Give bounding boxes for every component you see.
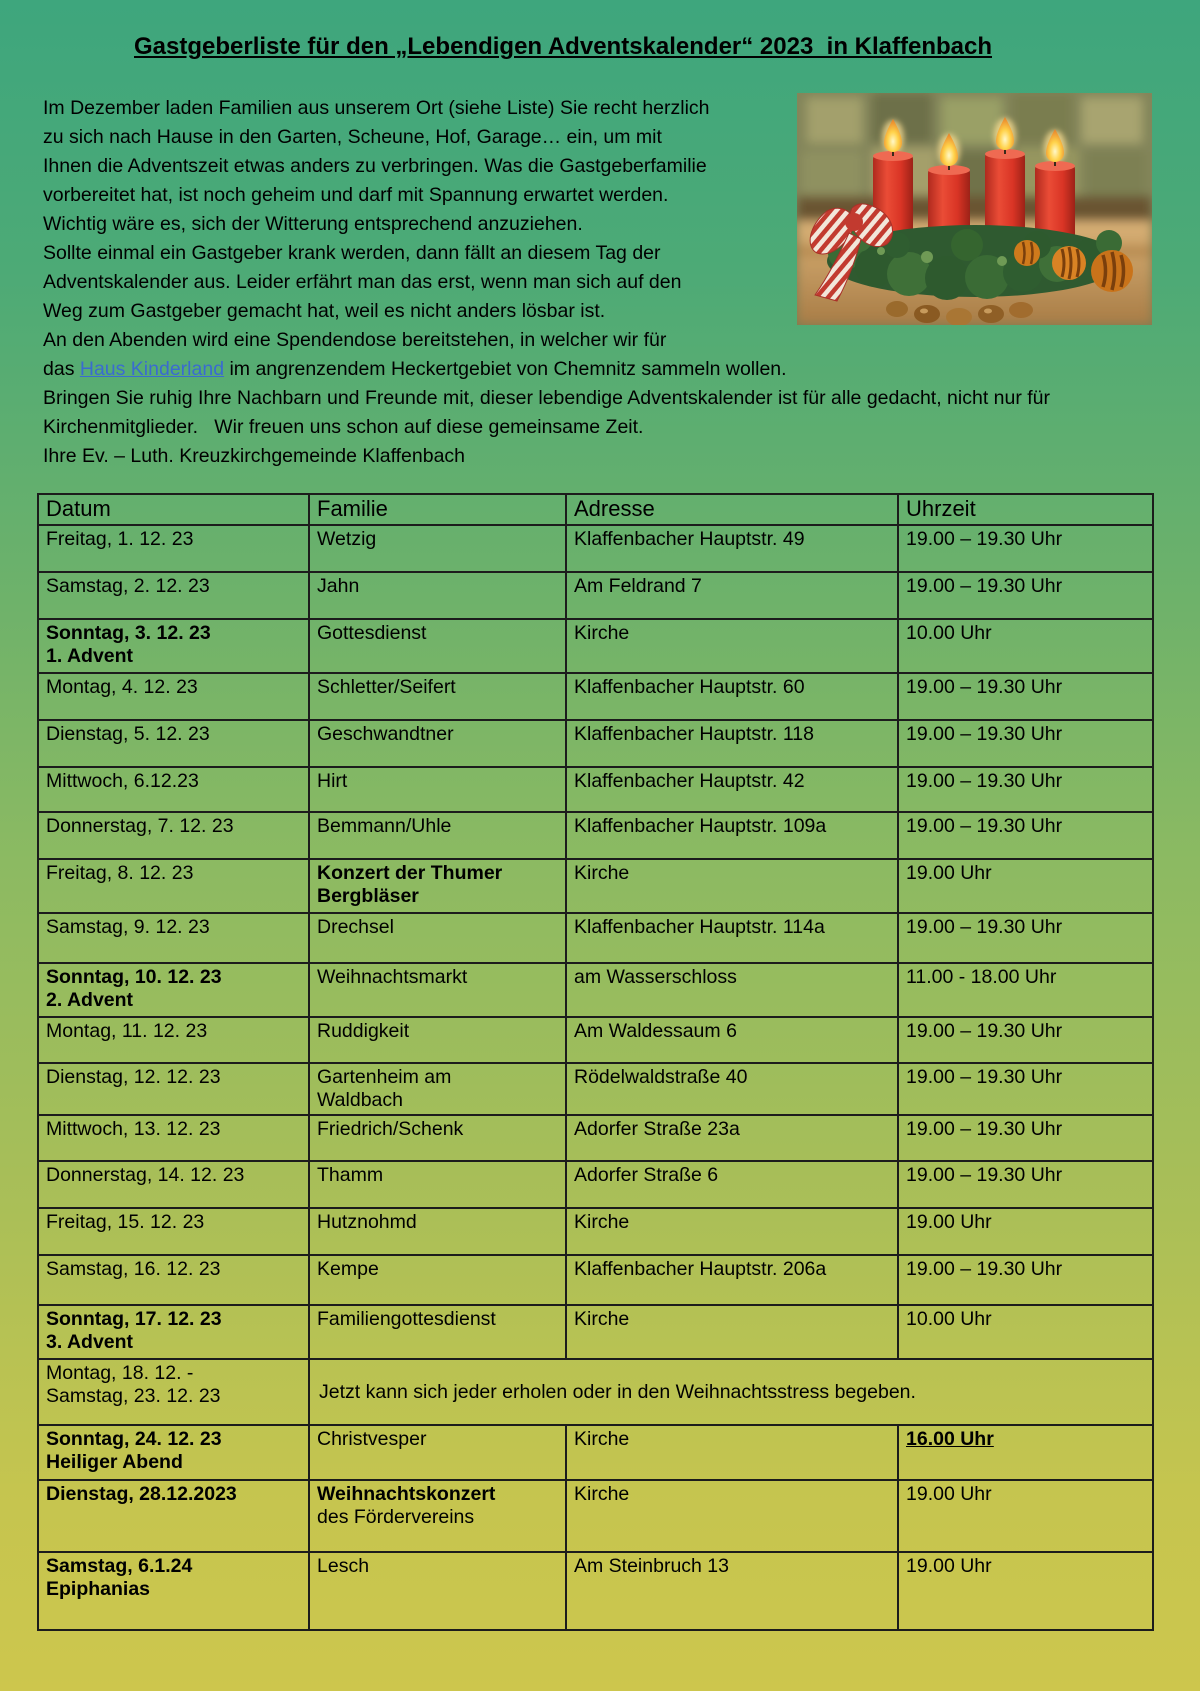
uhrzeit-value: 19.00 – 19.30 Uhr: [906, 1164, 1063, 1186]
cell-adresse: Klaffenbacher Hauptstr. 114a: [566, 913, 898, 963]
cell-datum: Sonntag, 17. 12. 23 3. Advent: [38, 1305, 309, 1359]
cell-uhrzeit: [898, 1208, 1153, 1255]
cell-uhrzeit: [898, 572, 1153, 619]
table-row: [38, 1480, 1153, 1552]
uhrzeit-value: 19.00 – 19.30 Uhr: [906, 528, 1063, 550]
cell-familie: Weihnachtsmarkt: [309, 963, 566, 1017]
cell-adresse: Rödelwaldstraße 40: [566, 1063, 898, 1115]
table-row: [38, 619, 1153, 673]
cell-adresse: Am Waldessaum 6: [566, 1017, 898, 1063]
cell-datum: Sonntag, 3. 12. 23 1. Advent: [38, 619, 309, 673]
cell-uhrzeit: [898, 1255, 1153, 1305]
uhrzeit-value: 10.00 Uhr: [906, 1308, 992, 1330]
intro-line: Ihnen die Adventszeit etwas anders zu verbringen. Was die Gastgeberfamilie: [43, 155, 707, 177]
table-row: [38, 673, 1153, 720]
cell-datum: Samstag, 16. 12. 23: [38, 1255, 309, 1305]
advent-wreath-photo: [797, 93, 1152, 325]
cell-uhrzeit: [898, 767, 1153, 812]
cell-uhrzeit: [898, 913, 1153, 963]
cell-datum: Montag, 18. 12. - Samstag, 23. 12. 23: [38, 1359, 309, 1425]
cell-uhrzeit: [898, 673, 1153, 720]
cell-adresse: Adorfer Straße 6: [566, 1161, 898, 1208]
table-row: [38, 913, 1153, 963]
table-row: [38, 1208, 1153, 1255]
cell-familie: Christvesper: [309, 1425, 566, 1480]
uhrzeit-value: 19.00 – 19.30 Uhr: [906, 815, 1063, 837]
intro-text-suffix: im angrenzendem Heckertgebiet von Chemnitz sammeln wollen.: [224, 358, 787, 380]
cell-adresse: Am Steinbruch 13: [566, 1552, 898, 1630]
cell-adresse: Kirche: [566, 859, 898, 913]
table-row: [38, 1359, 1153, 1425]
uhrzeit-value: 19.00 – 19.30 Uhr: [906, 1020, 1063, 1042]
cell-uhrzeit: [898, 1063, 1153, 1115]
cell-familie: Lesch: [309, 1552, 566, 1630]
uhrzeit-value: 19.00 Uhr: [906, 862, 992, 884]
cell-adresse: am Wasserschloss: [566, 963, 898, 1017]
cell-familie: Jahn: [309, 572, 566, 619]
table-row: [38, 1161, 1153, 1208]
intro-line: Kirchenmitglieder. Wir freuen uns schon auf diese gemeinsame Zeit.: [43, 416, 644, 438]
uhrzeit-value: 19.00 Uhr: [906, 1211, 992, 1233]
uhrzeit-value: 19.00 Uhr: [906, 1555, 992, 1577]
intro-line: zu sich nach Hause in den Garten, Scheune, Hof, Garage… ein, um mit: [43, 126, 662, 148]
intro-line: Sollte einmal ein Gastgeber krank werden, dann fällt an diesem Tag der: [43, 242, 661, 264]
cell-adresse: Klaffenbacher Hauptstr. 60: [566, 673, 898, 720]
cell-adresse: Kirche: [566, 1305, 898, 1359]
uhrzeit-value: 10.00 Uhr: [906, 622, 992, 644]
cell-familie: Weihnachtskonzert des Fördervereins: [309, 1480, 566, 1552]
cell-adresse: Kirche: [566, 619, 898, 673]
cell-rest-note: Jetzt kann sich jeder erholen oder in den Weihnachtsstress begeben.: [309, 1359, 1153, 1425]
cell-uhrzeit: [898, 1552, 1153, 1630]
table-row: [38, 1552, 1153, 1630]
cell-uhrzeit: [898, 1305, 1153, 1359]
table-header-row: [38, 494, 1153, 525]
header-datum: Datum: [38, 494, 309, 525]
header-adresse: Adresse: [566, 494, 898, 525]
cell-adresse: Klaffenbacher Hauptstr. 206a: [566, 1255, 898, 1305]
cell-familie: Hutznohmd: [309, 1208, 566, 1255]
uhrzeit-value: 16.00 Uhr: [906, 1428, 994, 1450]
page-title: Gastgeberliste für den „Lebendigen Adventskalender“ 2023 in Klaffenbach: [134, 33, 992, 60]
intro-line: vorbereitet hat, ist noch geheim und darf mit Spannung erwartet werden.: [43, 184, 669, 206]
intro-line: Im Dezember laden Familien aus unserem Ort (siehe Liste) Sie recht herzlich: [43, 97, 710, 119]
cell-uhrzeit: [898, 1115, 1153, 1161]
cell-adresse: Klaffenbacher Hauptstr. 118: [566, 720, 898, 767]
cell-adresse: Klaffenbacher Hauptstr. 42: [566, 767, 898, 812]
uhrzeit-value: 19.00 – 19.30 Uhr: [906, 916, 1063, 938]
cell-uhrzeit: [898, 720, 1153, 767]
cell-familie: Bemmann/Uhle: [309, 812, 566, 859]
table-row: [38, 1305, 1153, 1359]
intro-line: Adventskalender aus. Leider erfährt man das erst, wenn man sich auf den: [43, 271, 682, 293]
intro-text-prefix: das: [43, 358, 80, 380]
header-uhrzeit: Uhrzeit: [898, 494, 1153, 525]
cell-uhrzeit: [898, 1425, 1153, 1480]
cell-datum: Sonntag, 24. 12. 23 Heiliger Abend: [38, 1425, 309, 1480]
table-row: [38, 572, 1153, 619]
cell-uhrzeit: [898, 525, 1153, 572]
cell-datum: Freitag, 1. 12. 23: [38, 525, 309, 572]
table-row: [38, 525, 1153, 572]
cell-familie: Drechsel: [309, 913, 566, 963]
cell-datum: Montag, 11. 12. 23: [38, 1017, 309, 1063]
cell-adresse: Klaffenbacher Hauptstr. 109a: [566, 812, 898, 859]
cell-datum: Freitag, 15. 12. 23: [38, 1208, 309, 1255]
intro-line: Bringen Sie ruhig Ihre Nachbarn und Freunde mit, dieser lebendige Adventskalender ist für alle gedacht, nicht nur für: [43, 387, 1051, 409]
uhrzeit-value: 19.00 Uhr: [906, 1483, 992, 1505]
table-row: [38, 859, 1153, 913]
header-familie: Familie: [309, 494, 566, 525]
haus-kinderland-link[interactable]: Haus Kinderland: [79, 358, 225, 380]
cell-datum: Mittwoch, 6.12.23: [38, 767, 309, 812]
intro-line: Wichtig wäre es, sich der Witterung entsprechend anzuziehen.: [43, 213, 583, 235]
cell-datum: Samstag, 9. 12. 23: [38, 913, 309, 963]
advent-schedule-table: [37, 493, 1154, 1631]
cell-uhrzeit: [898, 1480, 1153, 1552]
uhrzeit-value: 19.00 – 19.30 Uhr: [906, 1066, 1063, 1088]
cell-uhrzeit: [898, 1017, 1153, 1063]
cell-datum: Dienstag, 5. 12. 23: [38, 720, 309, 767]
cell-uhrzeit: [898, 963, 1153, 1017]
uhrzeit-value: 11.00 - 18.00 Uhr: [906, 966, 1057, 988]
cell-familie: Thamm: [309, 1161, 566, 1208]
cell-datum: Dienstag, 28.12.2023: [38, 1480, 309, 1552]
uhrzeit-value: 19.00 – 19.30 Uhr: [906, 575, 1063, 597]
cell-uhrzeit: [898, 812, 1153, 859]
intro-lines-after-link: [43, 384, 1178, 471]
cell-adresse: Kirche: [566, 1480, 898, 1552]
cell-datum: Freitag, 8. 12. 23: [38, 859, 309, 913]
cell-datum: Samstag, 2. 12. 23: [38, 572, 309, 619]
table-row: [38, 1115, 1153, 1161]
cell-uhrzeit: [898, 1161, 1153, 1208]
table-row: [38, 1017, 1153, 1063]
cell-datum: Montag, 4. 12. 23: [38, 673, 309, 720]
cell-familie: Schletter/Seifert: [309, 673, 566, 720]
cell-familie: Hirt: [309, 767, 566, 812]
table-row: [38, 1255, 1153, 1305]
cell-datum: Sonntag, 10. 12. 23 2. Advent: [38, 963, 309, 1017]
cell-datum: Donnerstag, 7. 12. 23: [38, 812, 309, 859]
cell-familie: Kempe: [309, 1255, 566, 1305]
table-row: [38, 720, 1153, 767]
cell-adresse: Klaffenbacher Hauptstr. 49: [566, 525, 898, 572]
cell-familie: Gottesdienst: [309, 619, 566, 673]
cell-familie: Geschwandtner: [309, 720, 566, 767]
cell-familie: Familiengottesdienst: [309, 1305, 566, 1359]
table-row: [38, 812, 1153, 859]
cell-uhrzeit: [898, 859, 1153, 913]
cell-datum: Dienstag, 12. 12. 23: [38, 1063, 309, 1115]
uhrzeit-value: 19.00 – 19.30 Uhr: [906, 1258, 1063, 1280]
cell-familie: Wetzig: [309, 525, 566, 572]
cell-adresse: Adorfer Straße 23a: [566, 1115, 898, 1161]
uhrzeit-value: 19.00 – 19.30 Uhr: [906, 723, 1063, 745]
cell-datum: Samstag, 6.1.24 Epiphanias: [38, 1552, 309, 1630]
cell-uhrzeit: [898, 619, 1153, 673]
intro-line: An den Abenden wird eine Spendendose bereitstehen, in welcher wir für: [43, 329, 667, 351]
table-row: [38, 963, 1153, 1017]
table-row: [38, 1063, 1153, 1115]
cell-adresse: Kirche: [566, 1425, 898, 1480]
cell-familie: Friedrich/Schenk: [309, 1115, 566, 1161]
cell-familie: Konzert der Thumer Bergbläser: [309, 859, 566, 913]
table-row: [38, 767, 1153, 812]
uhrzeit-value: 19.00 – 19.30 Uhr: [906, 1118, 1063, 1140]
table-row: [38, 1425, 1153, 1480]
cell-familie: Gartenheim am Waldbach: [309, 1063, 566, 1115]
intro-line: Ihre Ev. – Luth. Kreuzkirchgemeinde Klaffenbach: [43, 445, 466, 467]
cell-familie: Ruddigkeit: [309, 1017, 566, 1063]
cell-adresse: Kirche: [566, 1208, 898, 1255]
uhrzeit-value: 19.00 – 19.30 Uhr: [906, 770, 1063, 792]
cell-datum: Donnerstag, 14. 12. 23: [38, 1161, 309, 1208]
cell-adresse: Am Feldrand 7: [566, 572, 898, 619]
intro-line-with-link: [43, 355, 1178, 384]
cell-datum: Mittwoch, 13. 12. 23: [38, 1115, 309, 1161]
uhrzeit-value: 19.00 – 19.30 Uhr: [906, 676, 1063, 698]
intro-line: Weg zum Gastgeber gemacht hat, weil es nicht anders lösbar ist.: [43, 300, 606, 322]
